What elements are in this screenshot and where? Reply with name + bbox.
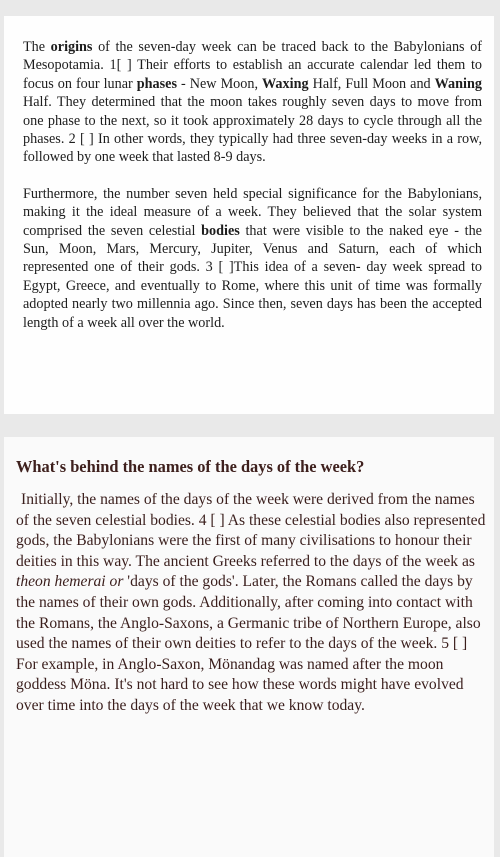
text-run: that were visible to the naked eye - the Sun, Moon, Mars, Mercury, Jupiter, Venus and Saturn, each of which represented one of their gods. 3 [ ]This idea of a seven- day week spread to Egypt, Greece, and eventually to Rome, where this unit of time was formally adopted nearly two millennia ago. Since then, seven days has been the accepted length of a week all over the world.: [23, 222, 482, 331]
paragraph-significance: [23, 185, 482, 332]
bold-term-waning: Waning: [434, 75, 482, 92]
section-heading: What's behind the names of the days of the week?: [16, 457, 365, 476]
text-run: Half, Full Moon and: [308, 75, 435, 92]
italic-term-theon-hemerai: theon hemerai or: [16, 573, 124, 591]
reading-passage-card-2: [4, 437, 494, 857]
text-run: of the seven-day week can be traced back to the Babylonians of Mesopotamia. 1[ ] Their efforts to establish an accurate calendar led them to focus on four lunar: [23, 39, 482, 92]
text-run: Initially, the names of the days of the week were derived from the names of the seven celestial bodies. 4 [ ] As these celestial bodies also represented gods, the Babylonians were the first of many civilisations to honour their deities in this way. The ancient Greeks referred to the days of the week as: [16, 491, 486, 570]
bold-term-bodies: bodies: [201, 222, 240, 239]
text-run: The: [23, 39, 51, 55]
bold-term-waxing: Waxing: [262, 75, 309, 92]
bold-term-phases: phases: [136, 75, 177, 92]
text-run: Furthermore, the number seven held special significance for the Babylonians, making it the ideal measure of a week. They believed that the solar system comprised the seven celestial: [23, 185, 482, 239]
text-run: 'days of the gods'. Later, the Romans called the days by the names of their own gods. Additionally, after coming into contact with the Romans, the Anglo-Saxons, a Germanic tribe of Northern Europe, also used the names of their own deities to refer to the days of the week. 5 [ ] For example, in Anglo-Saxon, Mönandag was named after the moon goddess Möna. It's not hard to see how these words might have evolved over time into the days of the week that we know today.: [16, 573, 481, 714]
bold-term-origins: origins: [50, 39, 93, 55]
text-run: - New Moon,: [177, 75, 263, 92]
reading-passage-card-1: [4, 16, 494, 414]
paragraph-origins: [23, 38, 482, 167]
text-run: Half. They determined that the moon takes roughly seven days to move from one phase to the next, so it took approximately 28 days to cycle through all the phases. 2 [ ] In other words, they typically had three seven-day weeks in a row, followed by one week that lasted 8-9 days.: [23, 94, 482, 166]
paragraph-day-names: [16, 490, 486, 717]
